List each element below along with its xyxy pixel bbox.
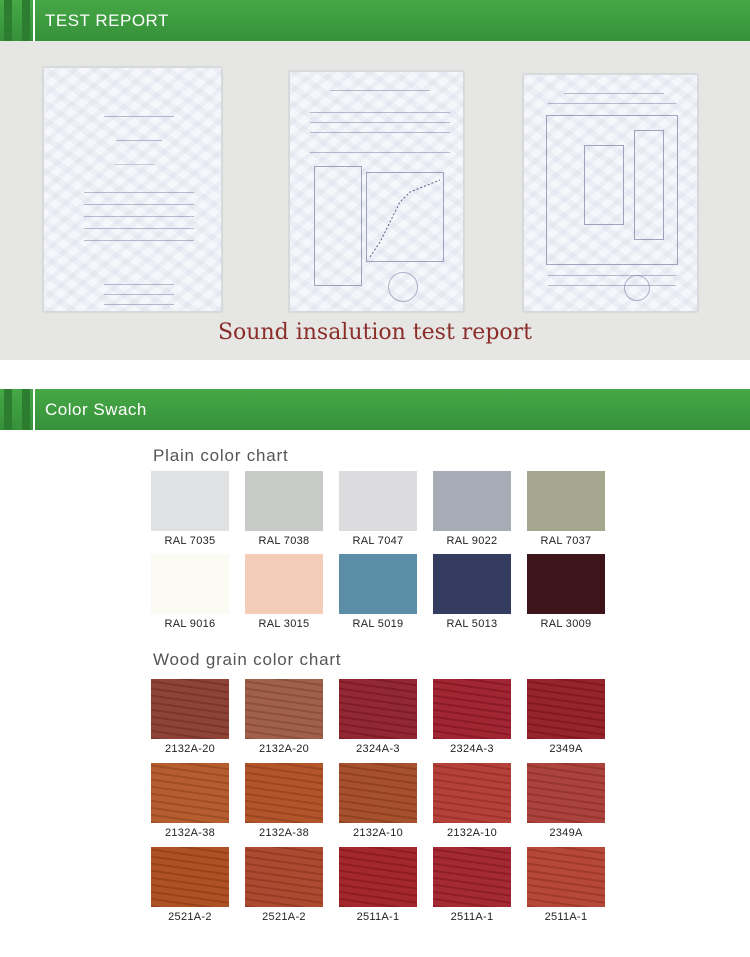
banner-accent-bar [22,0,30,41]
banner-accent-bar [22,389,30,430]
wood-grain-swatch-label: 2511A-1 [450,911,494,923]
banner-divider [33,0,35,41]
plain-color-swatch-label: RAL 5019 [352,618,404,630]
report-document-graph[interactable] [289,71,464,312]
test-report-gallery [0,41,750,360]
report-document-cover[interactable] [43,67,222,312]
plain-color-swatch-label: RAL 3015 [258,618,310,630]
wood-grain-swatch-label: 2349A [549,827,583,839]
report-document-drawing[interactable] [523,74,698,312]
plain-color-swatch[interactable] [151,554,229,614]
plain-color-swatch-label: RAL 7037 [540,535,592,547]
section-title: Color Swach [45,400,147,419]
wood-grain-swatch[interactable] [527,763,605,823]
plain-color-swatch[interactable] [433,471,511,531]
wood-grain-swatch[interactable] [245,847,323,907]
plain-color-swatch[interactable] [339,471,417,531]
wood-grain-swatch-label: 2132A-38 [258,827,310,839]
banner-divider [33,389,35,430]
plain-color-swatch-label: RAL 9022 [446,535,498,547]
wood-grain-swatch-label: 2132A-20 [258,743,310,755]
wood-chart-title: Wood grain color chart [153,650,342,669]
wood-grain-swatch-label: 2511A-1 [544,911,588,923]
wood-grain-swatch-label: 2521A-2 [168,911,212,923]
report-caption: Sound insalution test report [217,320,533,345]
wood-grain-swatch[interactable] [433,679,511,739]
wood-grain-swatch-label: 2521A-2 [262,911,306,923]
plain-color-swatch[interactable] [339,554,417,614]
plain-chart-title: Plain color chart [153,446,289,465]
plain-color-swatch-label: RAL 7038 [258,535,310,547]
plain-color-swatch[interactable] [245,471,323,531]
plain-color-swatch-label: RAL 9016 [164,618,216,630]
wood-grain-swatch-label: 2132A-10 [446,827,498,839]
banner-accent-bar [4,0,12,41]
wood-grain-swatch[interactable] [151,847,229,907]
wood-grain-swatch[interactable] [339,847,417,907]
wood-grain-swatch[interactable] [433,763,511,823]
plain-color-swatch-label: RAL 5013 [446,618,498,630]
wood-grain-swatch-label: 2132A-20 [164,743,216,755]
wood-grain-swatch[interactable] [245,679,323,739]
graph-curve [366,172,444,262]
plain-color-swatch[interactable] [245,554,323,614]
plain-color-swatch-label: RAL 3009 [540,618,592,630]
banner-accent-bar [4,389,12,430]
plain-color-swatch[interactable] [527,471,605,531]
color-swatch-banner [0,389,750,430]
wood-grain-swatch[interactable] [527,679,605,739]
wood-grain-swatch-label: 2511A-1 [356,911,400,923]
plain-color-swatch-label: RAL 7047 [352,535,404,547]
wood-grain-swatch[interactable] [339,679,417,739]
wood-grain-swatch[interactable] [433,847,511,907]
test-report-banner [0,0,750,41]
wood-grain-swatch[interactable] [527,847,605,907]
wood-grain-swatch-label: 2349A [549,743,583,755]
wood-grain-swatch[interactable] [245,763,323,823]
plain-color-swatch-label: RAL 7035 [164,535,216,547]
wood-grain-swatch-label: 2324A-3 [356,743,400,755]
plain-color-swatch[interactable] [433,554,511,614]
section-title: TEST REPORT [45,11,169,30]
wood-grain-swatch[interactable] [339,763,417,823]
wood-grain-swatch-label: 2324A-3 [450,743,494,755]
wood-grain-swatch-label: 2132A-38 [164,827,216,839]
plain-color-swatch[interactable] [151,471,229,531]
wood-grain-swatch[interactable] [151,679,229,739]
wood-grain-swatch-label: 2132A-10 [352,827,404,839]
wood-grain-swatch[interactable] [151,763,229,823]
plain-color-swatch[interactable] [527,554,605,614]
